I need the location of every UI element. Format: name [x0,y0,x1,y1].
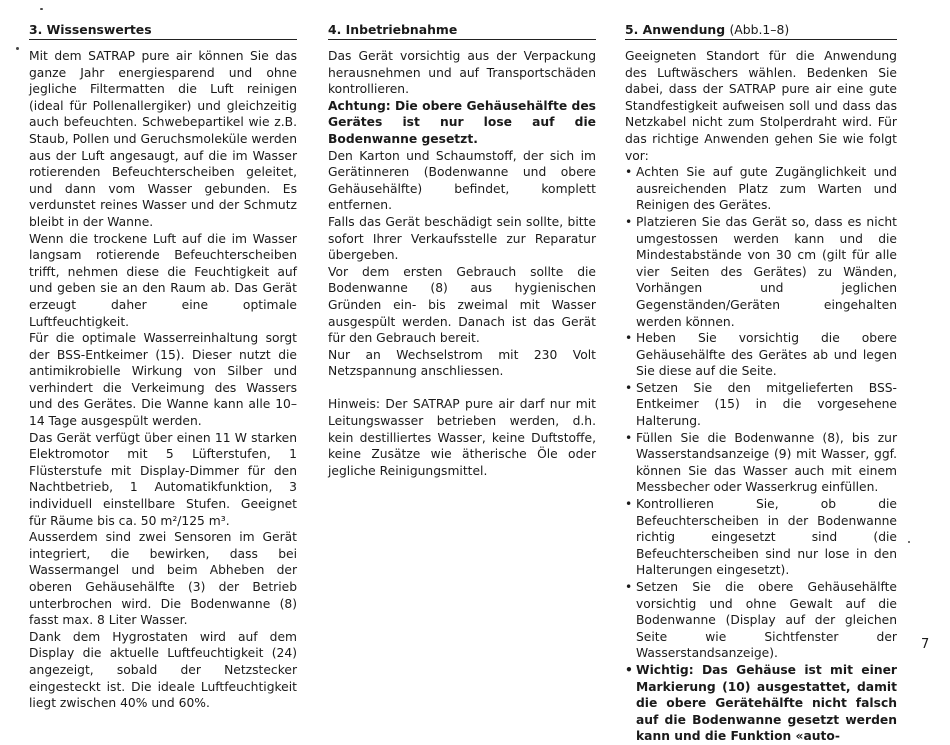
figure-reference: (Abb.1–8) [729,22,790,37]
column-anwendung [625,22,897,745]
section-heading: 4. Inbetriebnahme [328,22,596,40]
paragraph: Vor dem ersten Gebrauch sollte die Bodenwanne (8) aus hygienischen Gründen ein- bis zweimal mit Wasser ausgespült werden. Danach ist das Gerät für den Gebrauch bereit. [328,264,596,346]
paragraph: Wenn die trockene Luft auf die im Wasser langsam rotierende Befeuchterscheiben trifft, nehmen diese die Feuchtigkeit auf und geben sie an den Raum ab. Das Gerät erzeugt daher eine optimale Luftfeuchtigkeit. [29,231,297,329]
scan-speck [40,8,43,10]
section-heading: 3. Wissenswertes [29,22,297,40]
intro-paragraph: Geeigneten Standort für die Anwendung des Luftwäschers wählen. Bedenken Sie dabei, dass der SATRAP pure air eine gute Standfestigkeit aufweisen soll und dass das Netzkabel nicht zum Stolperdraht wird. Für das richtige Anwenden gehen Sie wie folgt vor: [625,49,897,163]
paragraph: Den Karton und Schaumstoff, der sich im Gerätinneren (Bodenwanne und obere Gehäusehälfte) befindet, komplett entfernen. [328,148,596,213]
column-inbetriebnahme [328,22,596,479]
scan-speck [908,541,910,543]
section-heading-title: 5. Anwendung [625,22,726,37]
paragraph: Nur an Wechselstrom mit 230 Volt Netzspannung anschliessen. [328,347,596,379]
page-number: 7 [921,637,930,652]
scan-speck [16,47,19,50]
column-wissenswertes [29,22,297,712]
list-item-important: • Wichtig: Das Gehäuse ist mit einer Markierung (10) ausgestattet, damit die obere Gerätehälfte nicht falsch auf die Bodenwanne gesetzt werden kann und die Funktion «auto- [625,662,897,745]
warning-paragraph: Achtung: Die obere Gehäusehälfte des Gerätes ist nur lose auf die Bodenwanne gesetzt. [328,98,596,146]
list-item: • Setzen Sie die obere Gehäusehälfte vorsichtig und ohne Gewalt auf die Bodenwanne (Display auf der gleichen Seite wie Sichtfenster der Wasserstandsanzeige). [625,579,897,662]
list-item: • Heben Sie vorsichtig die obere Gehäusehälfte des Gerätes ab und legen Sie diese auf die Seite. [625,330,897,380]
list-item: • Achten Sie auf gute Zugänglichkeit und ausreichenden Platz zum Warten und Reinigen des Gerätes. [625,164,897,214]
note-paragraph: Hinweis: Der SATRAP pure air darf nur mit Leitungswasser betrieben werden, d.h. kein destilliertes Wasser, keine Duftstoffe, keine Zusätze wie ätherische Öle oder jegliche Reinigungsmittel. [328,397,596,478]
paragraph: Mit dem SATRAP pure air können Sie das ganze Jahr energiesparend und ohne jegliche Filtermatten die Luft reinigen (ideal für Pollenallergiker) und gleichzeitig auch befeuchten. Schwebepartikel wie z.B. Staub, Pollen und Geruchsmoleküle werden aus der Luft angesaugt, auf die im Wasser rotierenden Befeuchterscheiben geleitet, und dann vom Wasser gebunden. Es verdunstet reines Wasser und der Schmutz bleibt in der Wanne. [29,49,297,229]
paragraph: Das Gerät verfügt über einen 11 W starken Elektromotor mit 5 Lüfterstufen, 1 Flüsterstufe mit Display-Dimmer für den Nachtbetrieb, 1 Automatikfunktion, 3 individuell einstellbare Stufen. Geeignet für Räume bis ca. 50 m²/125 m³. [29,430,297,528]
paragraph: Ausserdem sind zwei Sensoren im Gerät integriert, die bewirken, dass bei Wassermangel und beim Abheben der oberen Gehäusehälfte (3) der Betrieb unterbrochen wird. Die Bodenwanne (8) fasst max. 8 Liter Wasser. [29,530,297,628]
paragraph: Falls das Gerät beschädigt sein sollte, bitte sofort Ihrer Verkaufsstelle zur Reparatur übergeben. [328,214,596,263]
section-heading [625,22,897,40]
list-item: • Füllen Sie die Bodenwanne (8), bis zur Wasserstandsanzeige (9) mit Wasser, ggf. können Sie das Wasser auch mit einem Messbecher oder Wasserkrug einfüllen. [625,430,897,496]
instruction-list [625,164,897,745]
paragraph: Das Gerät vorsichtig aus der Verpackung herausnehmen und auf Transportschäden kontrollieren. [328,49,596,97]
list-item: • Setzen Sie den mitgelieferten BSS-Entkeimer (15) in die vorgesehene Halterung. [625,380,897,430]
list-item: • Kontrollieren Sie, ob die Befeuchterscheiben in der Bodenwanne richtig eingesetzt sind (die Befeuchterscheiben sind nur lose in den Halterungen eingesetzt). [625,496,897,579]
list-item: • Platzieren Sie das Gerät so, dass es nicht umgestossen werden kann und die Mindestabstände von 30 cm (gilt für alle vier Seiten des Gerätes) zu Wänden, Vorhängen und jeglichen Gegenständen/Geräten eingehalten werden können. [625,214,897,330]
paragraph: Für die optimale Wasserreinhaltung sorgt der BSS-Entkeimer (15). Dieser nutzt die antimikrobielle Wirkung von Silber und verhindert die Verkeimung des Wassers und des Gerätes. Die Wanne kann alle 10–14 Tage ausgespült werden. [29,331,297,429]
paragraph: Dank dem Hygrostaten wird auf dem Display die aktuelle Luftfeuchtigkeit (24) angezeigt, sobald der Netzstecker eingesteckt ist. Die ideale Luftfeuchtigkeit liegt zwischen 40% und 60%. [29,629,297,711]
